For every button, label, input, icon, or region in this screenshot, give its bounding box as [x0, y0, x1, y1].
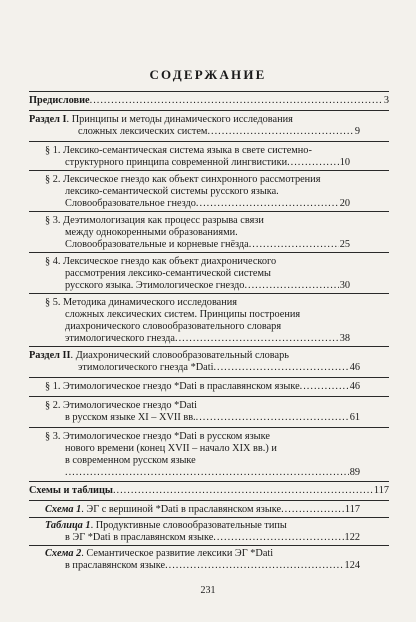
toc-item-s1p5	[45, 297, 350, 345]
rule-divider	[29, 170, 389, 171]
rule-divider	[29, 545, 389, 546]
paragraph-number: § 5.	[45, 297, 61, 308]
page-number: 231	[200, 585, 216, 596]
entry-page: 10	[339, 157, 350, 168]
item-kind: Схема 1	[45, 504, 82, 515]
entry-page: 20	[339, 198, 350, 209]
entry-line: сложных лексических систем. Принципы построения	[65, 309, 301, 320]
entry-line: в праславянском языке	[65, 560, 166, 571]
entry-page: 117	[373, 485, 389, 496]
rule-divider	[29, 211, 389, 212]
toc-item-s2p3	[45, 431, 360, 479]
rule-divider	[29, 141, 389, 142]
entry-line: Лексическое гнездо как объект синхронного рассмотрения	[63, 174, 321, 185]
entry-label: Предисловие	[29, 95, 90, 106]
leader-dots	[287, 157, 339, 169]
toc-entry-preface	[29, 95, 389, 107]
leader-dots	[207, 126, 353, 138]
rule-divider	[29, 293, 389, 294]
entry-page: 38	[339, 333, 350, 344]
section-title-line2: этимологического гнезда *Dati	[78, 362, 214, 373]
rule-divider	[29, 427, 389, 428]
rule-divider	[29, 377, 389, 378]
rule-divider	[29, 481, 389, 482]
entry-line: Словообразовательные и корневые гнёзда	[65, 239, 249, 250]
entry-line: Этимологическое гнездо *Dati в праславянском языке	[63, 381, 300, 392]
toc-item-s2p1	[45, 381, 360, 393]
entry-line: структурного принципа современной лингвистики	[65, 157, 288, 168]
entry-label: Схемы и таблицы	[29, 485, 113, 496]
entry-page: 122	[344, 532, 360, 543]
toc-section-1	[29, 114, 360, 138]
item-kind: Таблица 1	[45, 520, 91, 531]
entry-line: нового времени (конец XVII – начало XIX вв.) и	[65, 443, 277, 454]
leader-dots	[244, 280, 338, 292]
rule-divider	[29, 500, 389, 501]
leader-dots	[213, 362, 348, 374]
entry-page: 30	[339, 280, 350, 291]
entry-page: 89	[349, 467, 360, 478]
rule-divider	[29, 110, 389, 111]
entry-line: лексико-семантической системы русского языка.	[65, 186, 279, 197]
rule-top	[29, 91, 389, 92]
leader-dots	[196, 412, 349, 424]
rule-divider	[29, 346, 389, 347]
paragraph-number: § 4.	[45, 256, 61, 267]
page-title: СОДЕРЖАНИЕ	[149, 67, 267, 82]
leader-dots	[175, 333, 339, 345]
paragraph-number: § 3.	[45, 431, 61, 442]
entry-page: 124	[344, 560, 360, 571]
leader-dots	[90, 95, 383, 107]
leader-dots	[249, 239, 339, 251]
entry-line: в современном русском языке	[65, 455, 196, 466]
section-label: Раздел	[29, 350, 60, 361]
entry-line: Методика динамического исследования	[63, 297, 237, 308]
entry-line: в русском языке XI – XVII вв.	[65, 412, 196, 423]
leader-dots	[300, 381, 349, 393]
entry-page: 46	[349, 381, 360, 392]
entry-line: в ЭГ *Dati в праславянском языке	[65, 532, 214, 543]
section-number: II	[62, 350, 71, 361]
entry-page: 9	[354, 126, 360, 137]
leader-dots	[113, 485, 373, 497]
entry-line: . Семантическое развитие лексики ЭГ *Dati	[81, 548, 274, 559]
toc-item-s2p2	[45, 400, 360, 424]
entry-line: между однокоренными образованиями.	[65, 227, 238, 238]
toc-item-s1p4	[45, 256, 350, 292]
toc-entry-schemes	[29, 485, 389, 497]
rule-divider	[29, 517, 389, 518]
leader-dots	[65, 467, 349, 479]
toc-section-2	[29, 350, 360, 374]
entry-page: 117	[344, 504, 360, 515]
entry-line: Словообразовательное гнездо	[65, 198, 196, 209]
leader-dots	[165, 560, 343, 572]
entry-line: русского языка. Этимологическое гнездо	[65, 280, 245, 291]
section-title-line1: . Диахронический словообразовательный словарь	[70, 350, 289, 361]
entry-line: Деэтимологизация как процесс разрыва связи	[63, 215, 264, 226]
toc-item-s1p1	[45, 145, 350, 169]
entry-page: 25	[339, 239, 350, 250]
entry-line: рассмотрения лексико-семантической системы	[65, 268, 271, 279]
entry-page: 61	[349, 412, 360, 423]
toc-item-scheme-1	[45, 504, 360, 516]
section-title-line1: . Принципы и методы динамического исследования	[66, 114, 293, 125]
toc-item-s1p3	[45, 215, 350, 251]
entry-line: . ЭГ с вершиной *Dati в праславянском языке	[81, 504, 282, 515]
rule-divider	[29, 396, 389, 397]
leader-dots	[281, 504, 344, 516]
entry-line: диахронического словообразовательного словаря	[65, 321, 282, 332]
toc-item-scheme-2	[45, 548, 360, 572]
leader-dots	[213, 532, 343, 544]
entry-page: 3	[383, 95, 389, 106]
toc-item-s1p2	[45, 174, 350, 210]
paragraph-number: § 3.	[45, 215, 61, 226]
section-label: Раздел	[29, 114, 60, 125]
entry-line: Этимологическое гнездо *Dati в русском языке	[63, 431, 270, 442]
paragraph-number: § 2.	[45, 400, 61, 411]
toc-item-table-1	[45, 520, 360, 544]
entry-line: . Продуктивные словообразовательные типы	[90, 520, 287, 531]
paragraph-number: § 1.	[45, 145, 61, 156]
entry-line: Лексическое гнездо как объект диахронического	[63, 256, 277, 267]
entry-line: Этимологическое гнездо *Dati	[63, 400, 198, 411]
section-title-line2: сложных лексических систем	[78, 126, 208, 137]
paragraph-number: § 1.	[45, 381, 61, 392]
leader-dots	[196, 198, 339, 210]
entry-line: Лексико-семантическая система языка в свете системно-	[63, 145, 312, 156]
item-kind: Схема 2	[45, 548, 82, 559]
rule-divider	[29, 252, 389, 253]
paragraph-number: § 2.	[45, 174, 61, 185]
entry-line: этимологического гнезда	[65, 333, 175, 344]
section-number: I	[62, 114, 67, 125]
entry-page: 46	[349, 362, 360, 373]
